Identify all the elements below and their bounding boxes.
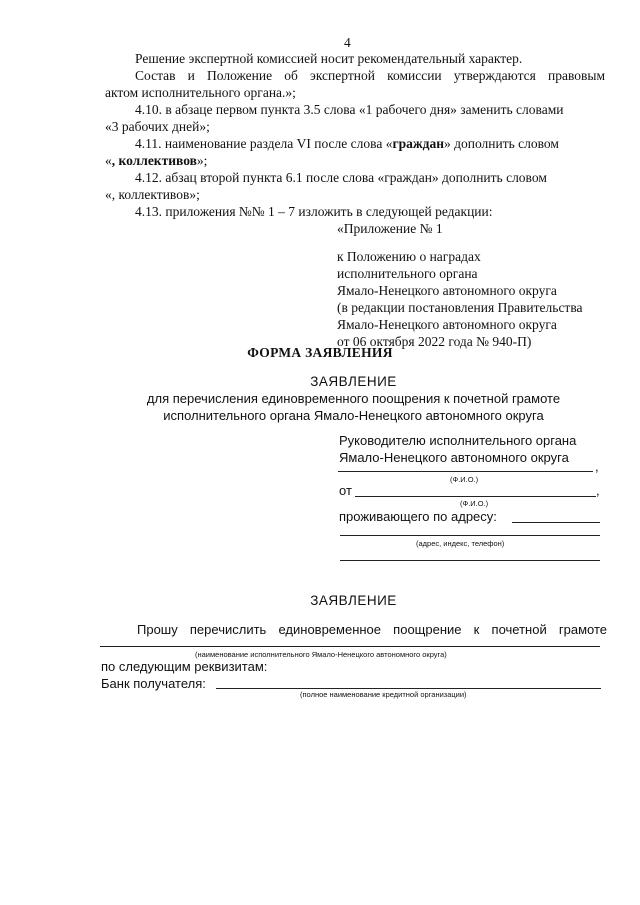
body-line: Состав и Положение об экспертной комиссии утверждаются правовым: [135, 68, 605, 83]
bank-blank-line: [216, 688, 601, 689]
fio-blank-line: [338, 471, 593, 472]
body-line: [105, 152, 207, 169]
body-text: »;: [196, 153, 208, 168]
comma: ,: [595, 459, 599, 474]
appendix-line: от 06 октября 2022 года № 940-П): [337, 334, 532, 349]
appendix-line: Ямало-Ненецкого автономного округа: [337, 283, 557, 298]
bank-caption: (полное наименование кредитной организации): [300, 690, 467, 699]
appendix-line: (в редакции постановления Правительства: [337, 300, 583, 315]
from-label: от: [339, 483, 352, 498]
fio-caption: (Ф.И.О.): [450, 475, 479, 484]
form-heading: ЗАЯВЛЕНИЕ: [310, 374, 397, 389]
form-heading-2: ЗАЯВЛЕНИЕ: [310, 593, 397, 608]
body-line: «, коллективов»;: [105, 187, 200, 202]
body-bold-text: граждан: [392, 136, 444, 151]
fio-caption: (Ф.И.О.): [460, 499, 489, 508]
org-caption: (наименование исполнительного Ямало-Ненецкого автономного округа): [195, 650, 447, 659]
address-blank-line: [340, 560, 600, 561]
residing-label: проживающего по адресу:: [339, 509, 497, 524]
comma: ,: [596, 483, 600, 498]
appendix-title: «Приложение № 1: [337, 221, 443, 236]
fio-blank-line: [355, 496, 596, 497]
body-line: 4.13. приложения №№ 1 – 7 изложить в следующей редакции:: [135, 204, 493, 219]
form-subheading: для перечисления единовременного поощрения к почетной грамоте: [146, 391, 561, 406]
body-bold-text: , коллективов: [111, 153, 197, 168]
body-text: 4.11. наименование раздела VI после слова «: [135, 136, 393, 151]
org-blank-line: [100, 646, 600, 647]
bank-label: Банк получателя:: [101, 676, 206, 691]
body-line: 4.10. в абзаце первом пункта 3.5 слова «1 рабочего дня» заменить словами: [135, 102, 564, 117]
body-line: [135, 135, 559, 152]
form-subheading: исполнительного органа Ямало-Ненецкого автономного округа: [163, 408, 544, 423]
address-blank-line: [512, 522, 600, 523]
appendix-line: к Положению о наградах: [337, 249, 481, 264]
page-number: 4: [344, 35, 351, 50]
address-blank-line: [340, 535, 600, 536]
body-text: «: [105, 153, 112, 168]
addressee-line: Руководителю исполнительного органа: [339, 433, 577, 448]
address-caption: (адрес, индекс, телефон): [416, 539, 505, 548]
addressee-line: Ямало-Ненецкого автономного округа: [339, 450, 569, 465]
body-line: «3 рабочих дней»;: [105, 119, 210, 134]
request-text: Прошу перечислить единовременное поощрение к почетной грамоте: [137, 622, 607, 637]
body-line: 4.12. абзац второй пункта 6.1 после слова «граждан» дополнить словом: [135, 170, 547, 185]
form-title: ФОРМА ЗАЯВЛЕНИЯ: [247, 345, 393, 360]
appendix-line: исполнительного органа: [337, 266, 478, 281]
body-line: актом исполнительного органа.»;: [105, 85, 296, 100]
body-text: » дополнить словом: [444, 136, 559, 151]
body-line: Решение экспертной комиссией носит рекомендательный характер.: [135, 51, 523, 66]
appendix-line: Ямало-Ненецкого автономного округа: [337, 317, 557, 332]
details-label: по следующим реквизитам:: [101, 659, 268, 674]
